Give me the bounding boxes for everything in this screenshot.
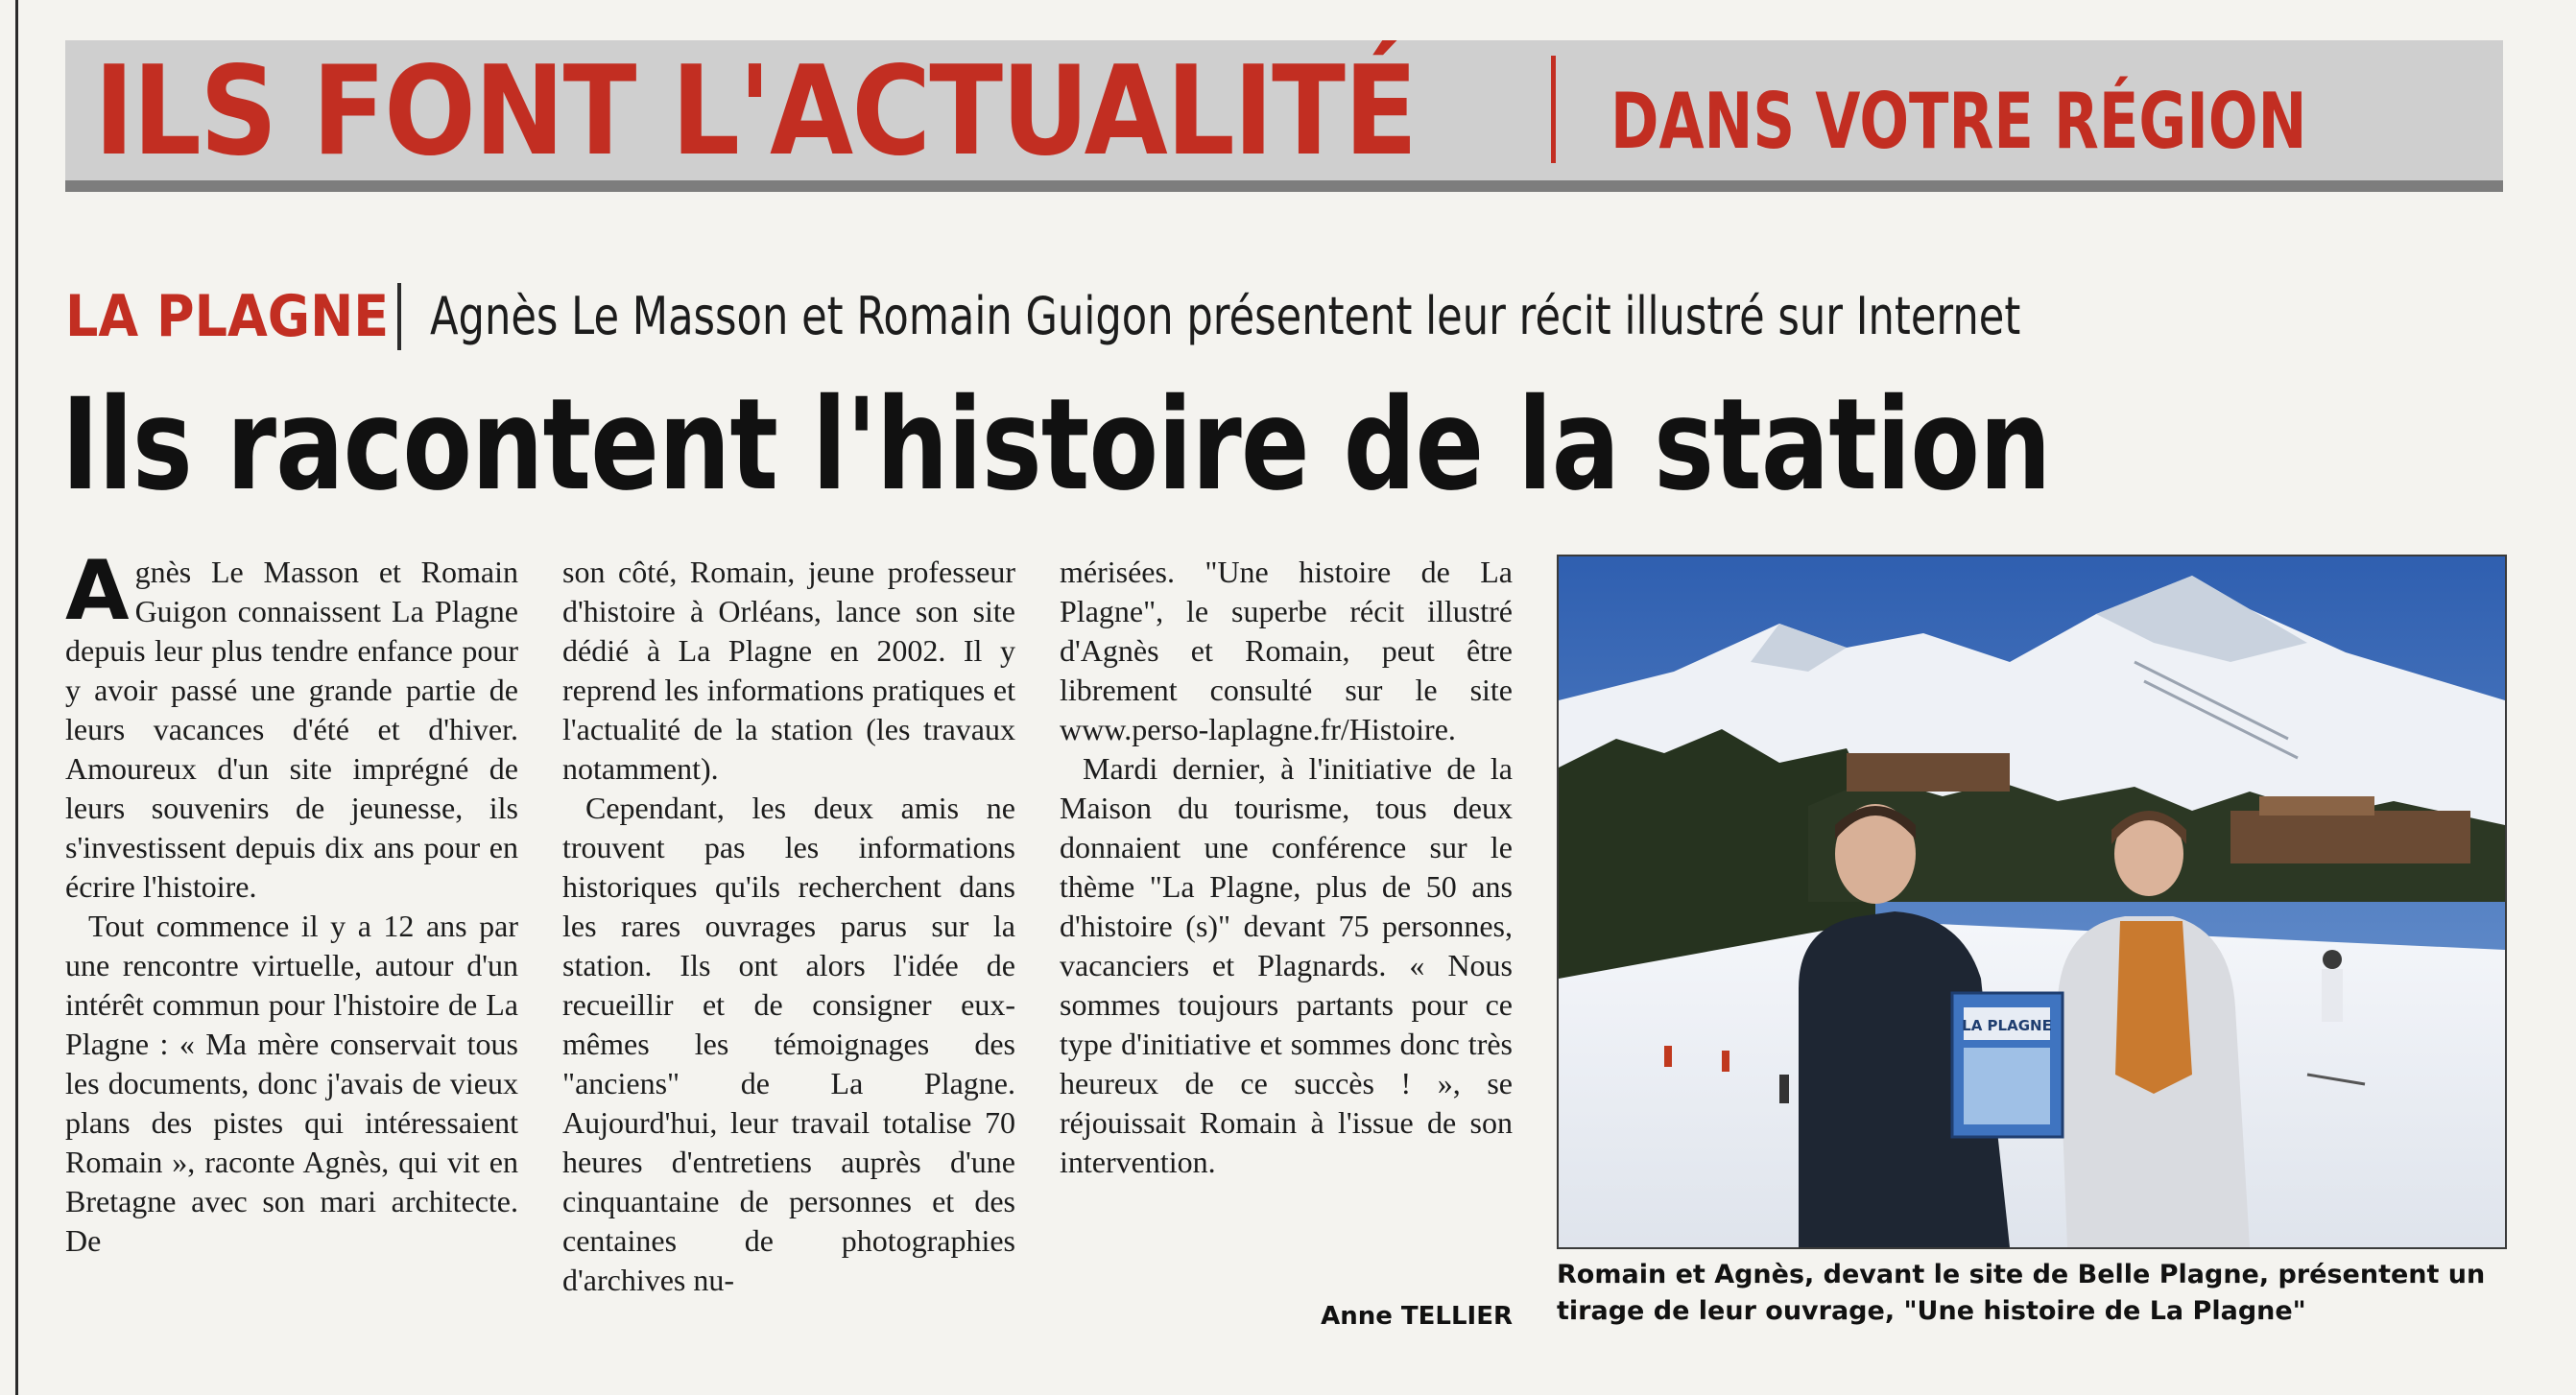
headline: Ils racontent l'histoire de la station (61, 371, 2051, 519)
banner-title: ILS FONT L'ACTUALITÉ (94, 40, 1417, 180)
chalet-building (1847, 753, 2010, 792)
photo (1557, 555, 2507, 1249)
article-column-2 (562, 553, 1015, 1339)
book-illustration (1964, 1048, 2050, 1124)
article-column-1 (65, 553, 518, 1339)
book-title: LA PLAGNE (1962, 1017, 2052, 1034)
photo-caption: Romain et Agnès, devant le site de Belle Plagne, présentent un tirage de leur ouvrage, "Une histoire de La Plagne" (1557, 1260, 2486, 1326)
chalet-roof (2259, 796, 2374, 816)
person-agnes-scarf (2115, 921, 2192, 1094)
skier-head (2323, 950, 2342, 969)
slalom-pole (1664, 1046, 1672, 1067)
kicker-separator (397, 283, 401, 350)
banner-subtitle: DANS VOTRE RÉGION (1610, 77, 2307, 166)
banner-separator (1551, 56, 1556, 163)
chalet-building (2230, 811, 2470, 863)
banner (65, 40, 2503, 180)
skier-small (1779, 1075, 1789, 1103)
paragraph (65, 553, 518, 907)
slalom-pole (1722, 1051, 1729, 1072)
paragraph: Cependant, les deux amis ne trouvent pas les informations historiques qu'ils recherchent dans les rares ouvrages parus sur la station. Ils ont alors l'idée de recueillir et de consigner eux-mêmes les témoignages des "anciens" de La Plagne. Aujourd'hui, leur travail totalise 70 heures d'entretiens auprès d'une cinquantaine de personnes et des centaines de photographies d'archives nu- (562, 791, 1015, 1297)
paragraph-text: gnès Le Masson et Romain Guigon connaissent La Plagne depuis leur plus tendre enfance pour y avoir passé une grande partie de leurs vacances d'été et d'hiver. Amoureux d'un site imprégné de leurs souvenirs de jeunesse, ils s'investissent depuis dix ans pour en écrire l'histoire. (65, 555, 518, 904)
kicker-text: Agnès Le Masson et Romain Guigon présentent leur récit illustré sur Internet (430, 286, 2021, 346)
dropcap: A (65, 553, 130, 639)
article-column-3 (1060, 553, 1513, 1339)
section-label: LA PLAGNE (65, 283, 390, 350)
author-signature: Anne TELLIER (1321, 1302, 1513, 1331)
paragraph: Tout commence il y a 12 ans par une rencontre virtuelle, autour d'un intérêt commun pour l'histoire de La Plagne : « Ma mère conservait tous les documents, donc j'avais de vieux plans des pistes qui intéressaient Romain », raconte Agnès, qui vit en Bretagne avec son mari architecte. De (65, 909, 518, 1258)
paragraph: Mardi dernier, à l'initiative de la Maison du tourisme, tous deux donnaient une conférence sur le thème "La Plagne, plus de 50 ans d'histoire (s)" devant 75 personnes, vacanciers et Plagnards. « Nous sommes toujours partants pour ce type d'initiative et sommes donc très heureux de ce succès ! », se réjouissait Romain à l'issue de son intervention. (1060, 751, 1513, 1179)
kicker (65, 283, 2021, 350)
paragraph: son côté, Romain, jeune professeur d'histoire à Orléans, lance son site dédié à La Plagne en 2002. Il y reprend les informations pratiques et l'actualité de la station (les travaux notamment). (562, 555, 1015, 786)
skier-distant (2322, 969, 2343, 1022)
ski-station-photo (1559, 556, 2505, 1247)
page-edge-rule (15, 0, 18, 1395)
paragraph: mérisées. "Une histoire de La Plagne", le superbe récit illustré d'Agnès et Romain, peut être librement consulté sur le site www.perso-laplagne.fr/Histoire. (1060, 555, 1513, 746)
